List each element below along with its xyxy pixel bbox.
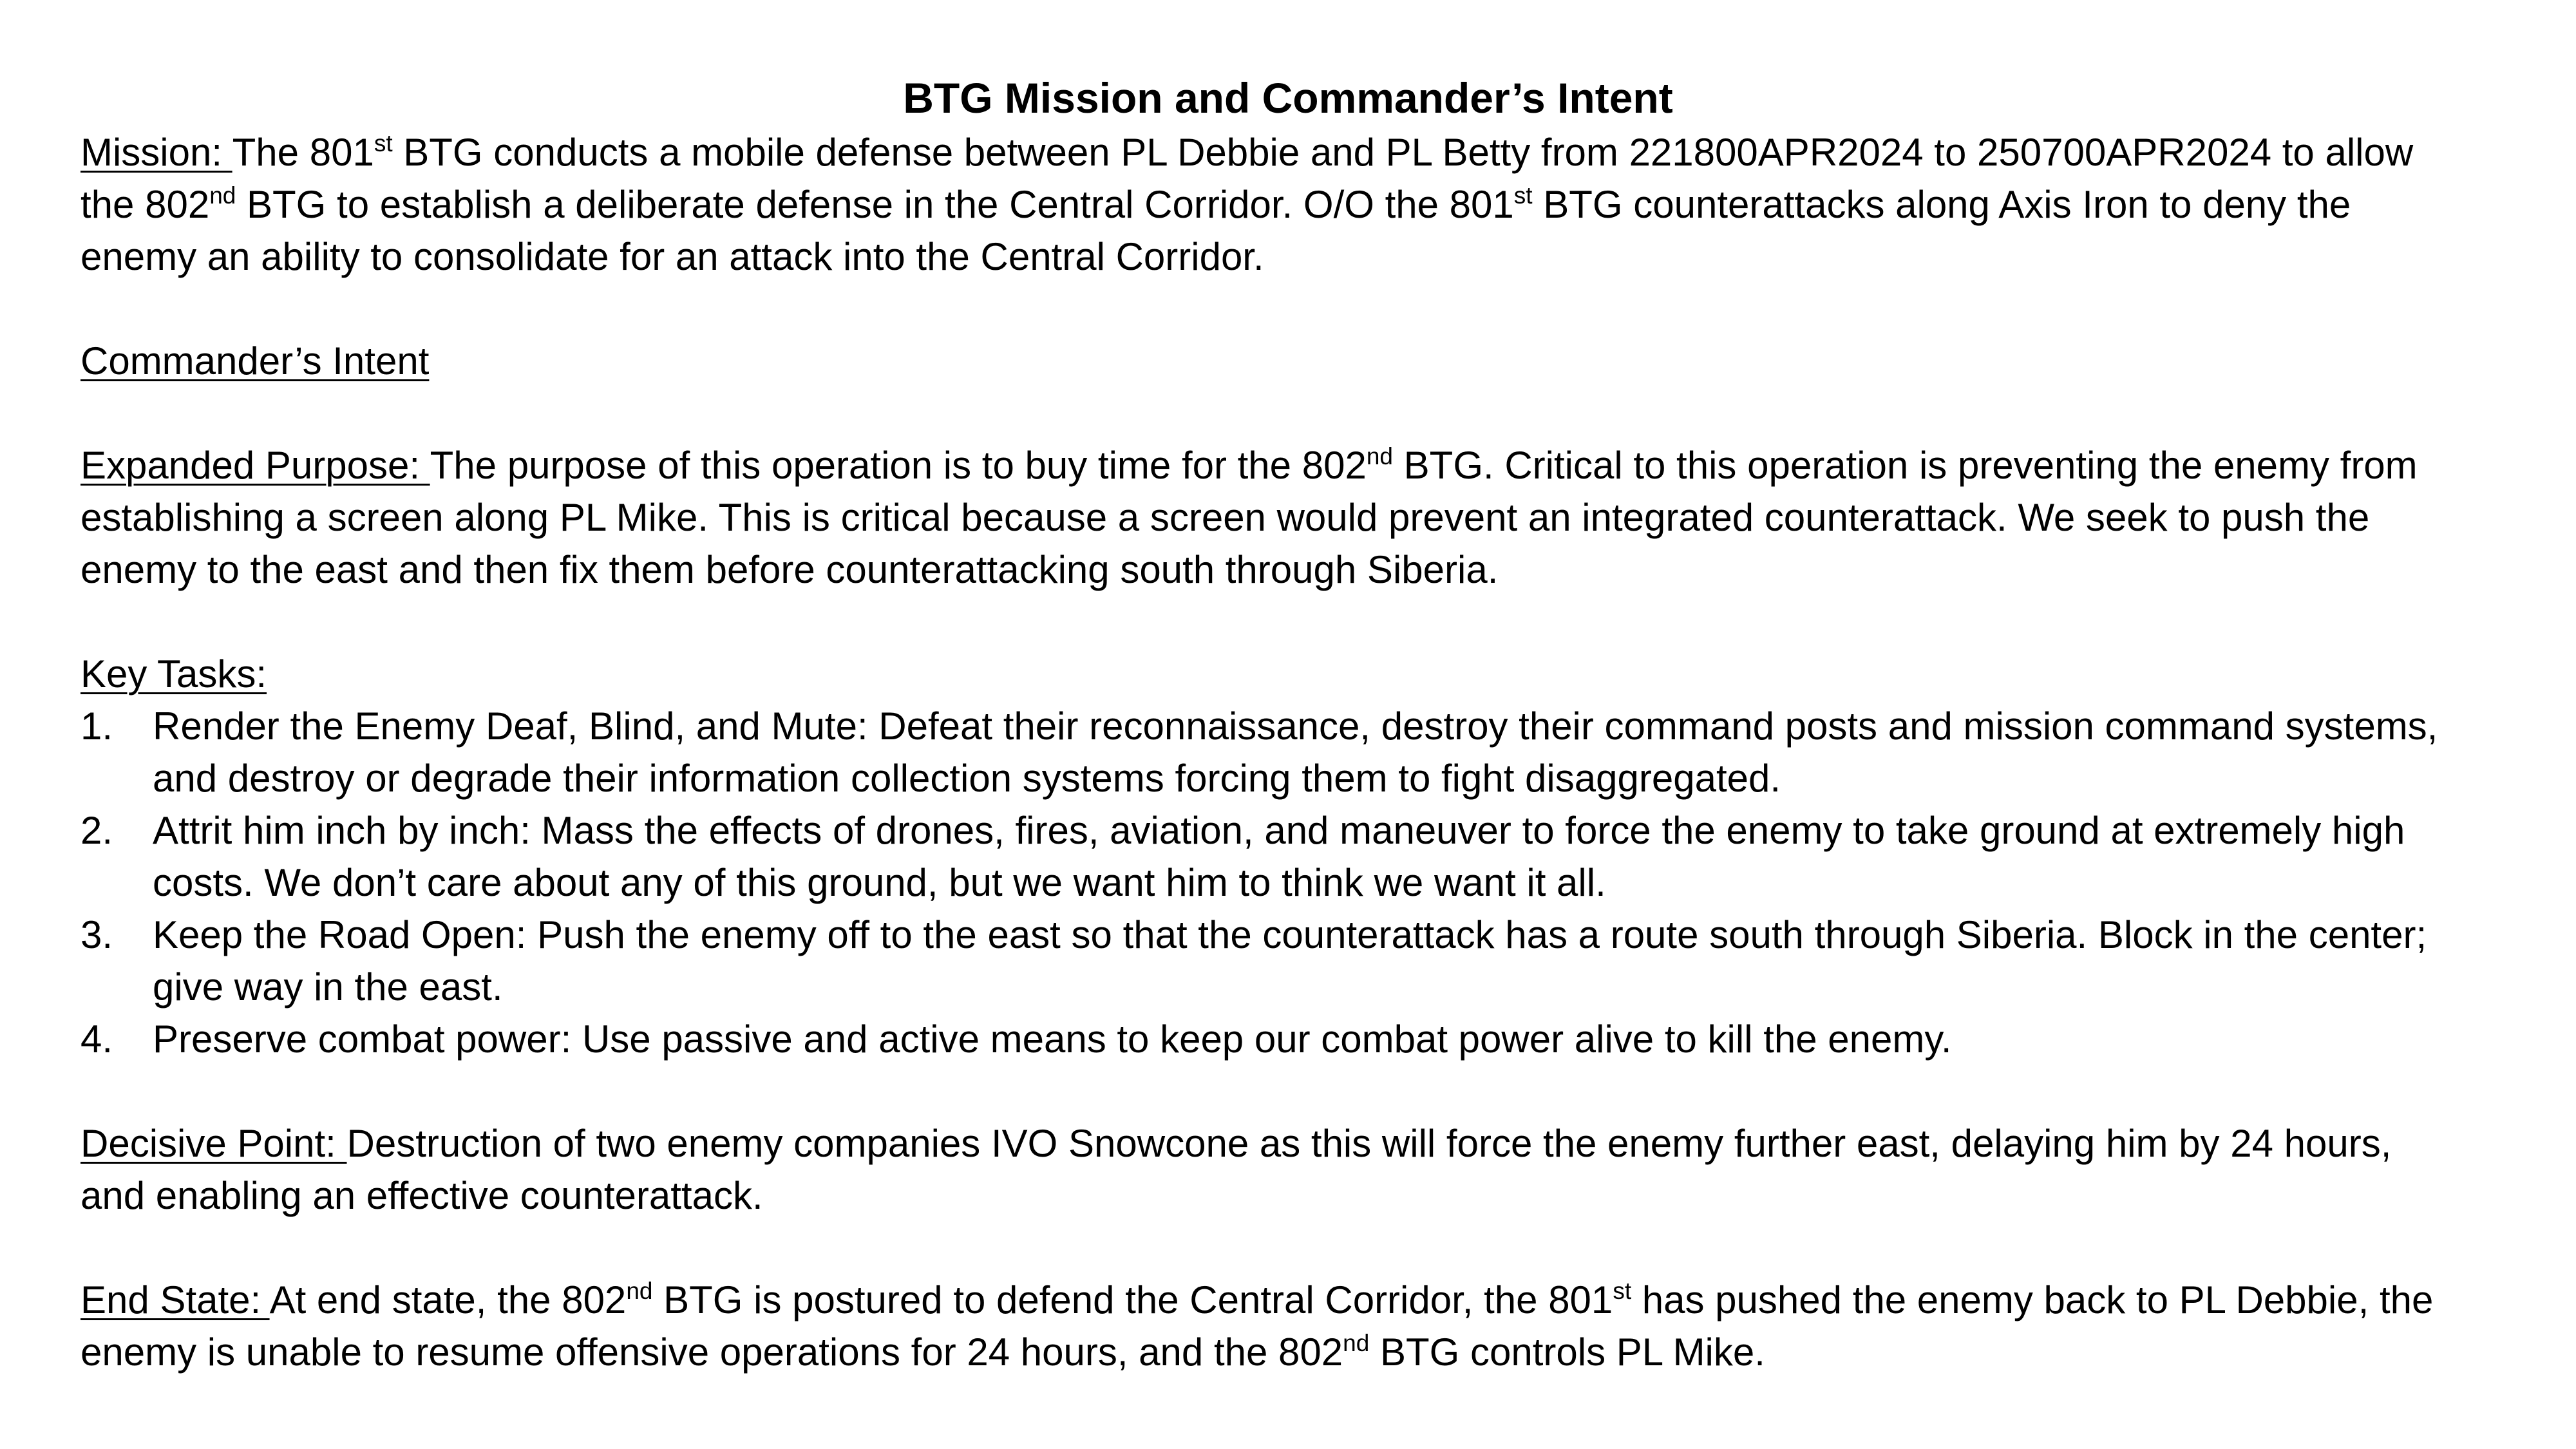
key-tasks-label: Key Tasks:	[80, 652, 267, 696]
list-item	[80, 909, 2463, 1013]
expanded-purpose-text-1: The purpose of this operation is to buy time for the 802	[430, 444, 1367, 487]
mission-text-4: BTG counterattacks along Axis Iron to deny the enemy an ability to consolidate for an attack into the Central Corridor.	[80, 183, 2351, 278]
commanders-intent-label: Commander’s Intent	[80, 339, 430, 383]
end-state-text-1: At end state, the 802	[269, 1278, 627, 1321]
expanded-purpose-label: Expanded Purpose:	[80, 444, 430, 487]
end-state-paragraph	[80, 1274, 2463, 1378]
mission-text-1: The 801	[232, 131, 374, 174]
list-item-text: Attrit him inch by inch: Mass the effects of drones, fires, aviation, and maneuver to force the enemy to take ground at extremely high costs. We don’t care about any of this ground, but we want him to think we want it all.	[153, 809, 2405, 904]
end-state-label: End State:	[80, 1278, 270, 1321]
mission-label: Mission:	[80, 131, 232, 174]
expanded-purpose-paragraph	[80, 439, 2463, 596]
list-item-text: Render the Enemy Deaf, Blind, and Mute: Defeat their reconnaissance, destroy their command posts and mission command systems, and destroy or degrade their information collection systems forcing them to fight disaggregated.	[153, 705, 2438, 800]
spacer	[80, 596, 2463, 648]
list-item-number: 3.	[80, 913, 113, 956]
mission-text-3: BTG to establish a deliberate defense in the Central Corridor. O/O the 801	[236, 183, 1514, 226]
list-item-number: 4.	[80, 1018, 113, 1061]
mission-paragraph	[80, 126, 2463, 283]
end-state-text-4: BTG controls PL Mike.	[1369, 1331, 1765, 1374]
expanded-purpose-text-2: BTG. Critical to this operation is preventing the enemy from establishing a screen along PL Mike. This is critical because a screen would prevent an integrated counterattack. We seek to push the enemy to the east and then fix them before counterattacking south through Siberia.	[80, 444, 2418, 591]
expanded-purpose-sup-1: nd	[1366, 443, 1393, 469]
list-item-number: 1.	[80, 705, 113, 748]
list-item-text: Preserve combat power: Use passive and active means to keep our combat power alive to kill the enemy.	[153, 1018, 1952, 1061]
list-item-text: Keep the Road Open: Push the enemy off to the east so that the counterattack has a route south through Siberia. Block in the center; give way in the east.	[153, 913, 2427, 1009]
list-item	[80, 700, 2463, 804]
spacer	[80, 387, 2463, 439]
end-state-sup-1: nd	[626, 1278, 653, 1304]
mission-sup-1: st	[374, 130, 393, 156]
end-state-sup-3: nd	[1343, 1330, 1370, 1356]
mission-sup-2: nd	[209, 182, 236, 209]
mission-sup-3: st	[1513, 182, 1533, 209]
end-state-text-3: has pushed the enemy back to PL Debbie, the enemy is unable to resume offensive operations for 24 hours, and the 802	[80, 1278, 2434, 1374]
spacer	[80, 1065, 2463, 1117]
commanders-intent-heading	[80, 335, 2463, 387]
decisive-point-label: Decisive Point:	[80, 1122, 347, 1165]
decisive-point-text: Destruction of two enemy companies IVO Snowcone as this will force the enemy further east, delaying him by 24 hours, and enabling an effective counterattack.	[80, 1122, 2392, 1217]
list-item	[80, 1013, 2463, 1065]
list-item-number: 2.	[80, 809, 113, 852]
spacer	[80, 283, 2463, 335]
decisive-point-paragraph	[80, 1117, 2463, 1222]
end-state-text-2: BTG is postured to defend the Central Corridor, the 801	[652, 1278, 1613, 1321]
end-state-sup-2: st	[1613, 1278, 1632, 1304]
page-title: BTG Mission and Commander’s Intent	[903, 74, 1673, 122]
key-tasks-list	[80, 700, 2463, 1065]
document-body	[80, 126, 2463, 1378]
spacer	[80, 1222, 2463, 1274]
list-item	[80, 804, 2463, 909]
mission-text-2: BTG conducts a mobile defense between PL Debbie and PL Betty from 221800APR2024 to 250700APR2024 to allow the 802	[80, 131, 2414, 226]
key-tasks-heading	[80, 648, 2463, 700]
